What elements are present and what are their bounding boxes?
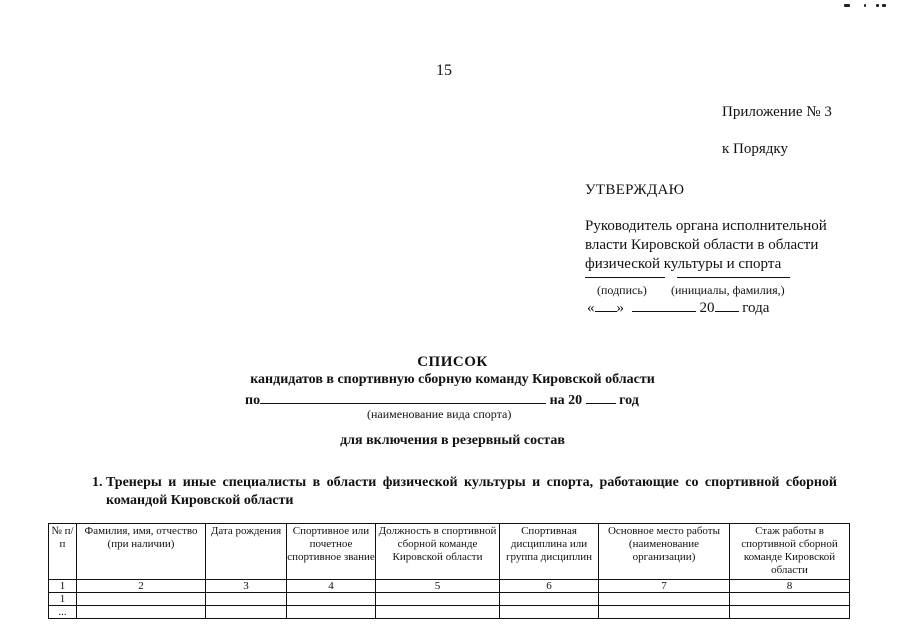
table-cell: ...	[49, 606, 77, 619]
table-cell	[376, 593, 500, 606]
section-text: Тренеры и иные специалисты в области физической культуры и спорта, работающие со спортивной сборной командой Кировской области	[106, 475, 837, 508]
column-header: Стаж работы в спортивной сборной команде Кировской области	[730, 524, 850, 580]
table-cell: 1	[49, 593, 77, 606]
table-cell	[287, 593, 376, 606]
column-header: № п/п	[49, 524, 77, 580]
column-header: Дата рождения	[206, 524, 287, 580]
sport-year-word: год	[619, 393, 639, 408]
approve-heading: УТВЕРЖДАЮ	[585, 182, 685, 198]
page-number: 15	[436, 62, 452, 79]
head-title: Руководитель органа исполнительной власти Кировской области в области физической культуры и спорта	[585, 218, 827, 272]
sport-on-label: на 20	[549, 393, 583, 408]
column-header: Фамилия, имя, отчество (при наличии)	[77, 524, 206, 580]
table-cell	[599, 593, 730, 606]
column-number: 7	[599, 580, 730, 593]
document-subtitle: кандидатов в спортивную сборную команду Кировской области	[250, 372, 655, 387]
date-open-quote: «	[587, 300, 595, 316]
century-label: 20	[699, 300, 715, 316]
to-order-label: к Порядку	[722, 141, 788, 157]
appendix-label: Приложение № 3	[722, 104, 832, 120]
table-cell	[500, 593, 599, 606]
approval-date-line	[587, 298, 769, 317]
column-header: Основное место работы (наименование организации)	[599, 524, 730, 580]
year-word: года	[742, 300, 770, 316]
column-number-row	[49, 580, 850, 593]
table-cell	[77, 593, 206, 606]
column-number: 2	[77, 580, 206, 593]
section-heading	[92, 474, 837, 510]
document-title: СПИСОК	[417, 354, 488, 370]
scan-mark	[876, 4, 879, 7]
column-number: 8	[730, 580, 850, 593]
table-cell	[287, 606, 376, 619]
sport-prefix: по	[245, 393, 261, 408]
column-header: Спортивное или почетное спортивное звание	[287, 524, 376, 580]
section-number: 1.	[92, 475, 103, 490]
column-number: 5	[376, 580, 500, 593]
column-header: Спортивная дисциплина или группа дисциплин	[500, 524, 599, 580]
column-number: 4	[287, 580, 376, 593]
table-cell	[500, 606, 599, 619]
table-header-row	[49, 524, 850, 580]
month-blank	[632, 298, 696, 312]
column-number: 3	[206, 580, 287, 593]
table-cell	[77, 606, 206, 619]
year-blank	[715, 298, 739, 312]
signature-line	[585, 277, 665, 278]
initials-line	[677, 277, 790, 278]
date-close-quote: »	[616, 300, 624, 316]
table-row	[49, 606, 850, 619]
reserve-heading: для включения в резервный состав	[340, 433, 565, 448]
table-cell	[206, 593, 287, 606]
scan-mark	[844, 4, 850, 7]
table-row	[49, 593, 850, 606]
scan-mark	[864, 4, 866, 7]
sport-year-blank	[586, 390, 616, 404]
scan-mark	[882, 4, 886, 7]
table-cell	[376, 606, 500, 619]
sport-name-blank	[260, 390, 546, 404]
table-cell	[206, 606, 287, 619]
table-cell	[730, 593, 850, 606]
initials-caption: (инициалы, фамилия,)	[671, 283, 785, 297]
column-number: 1	[49, 580, 77, 593]
signature-caption: (подпись)	[597, 283, 647, 297]
sport-caption: (наименование вида спорта)	[367, 407, 512, 421]
table-cell	[599, 606, 730, 619]
candidates-table	[48, 523, 850, 619]
table-cell	[730, 606, 850, 619]
day-blank	[595, 298, 617, 312]
column-number: 6	[500, 580, 599, 593]
column-header: Должность в спортивной сборной команде Кировской области	[376, 524, 500, 580]
